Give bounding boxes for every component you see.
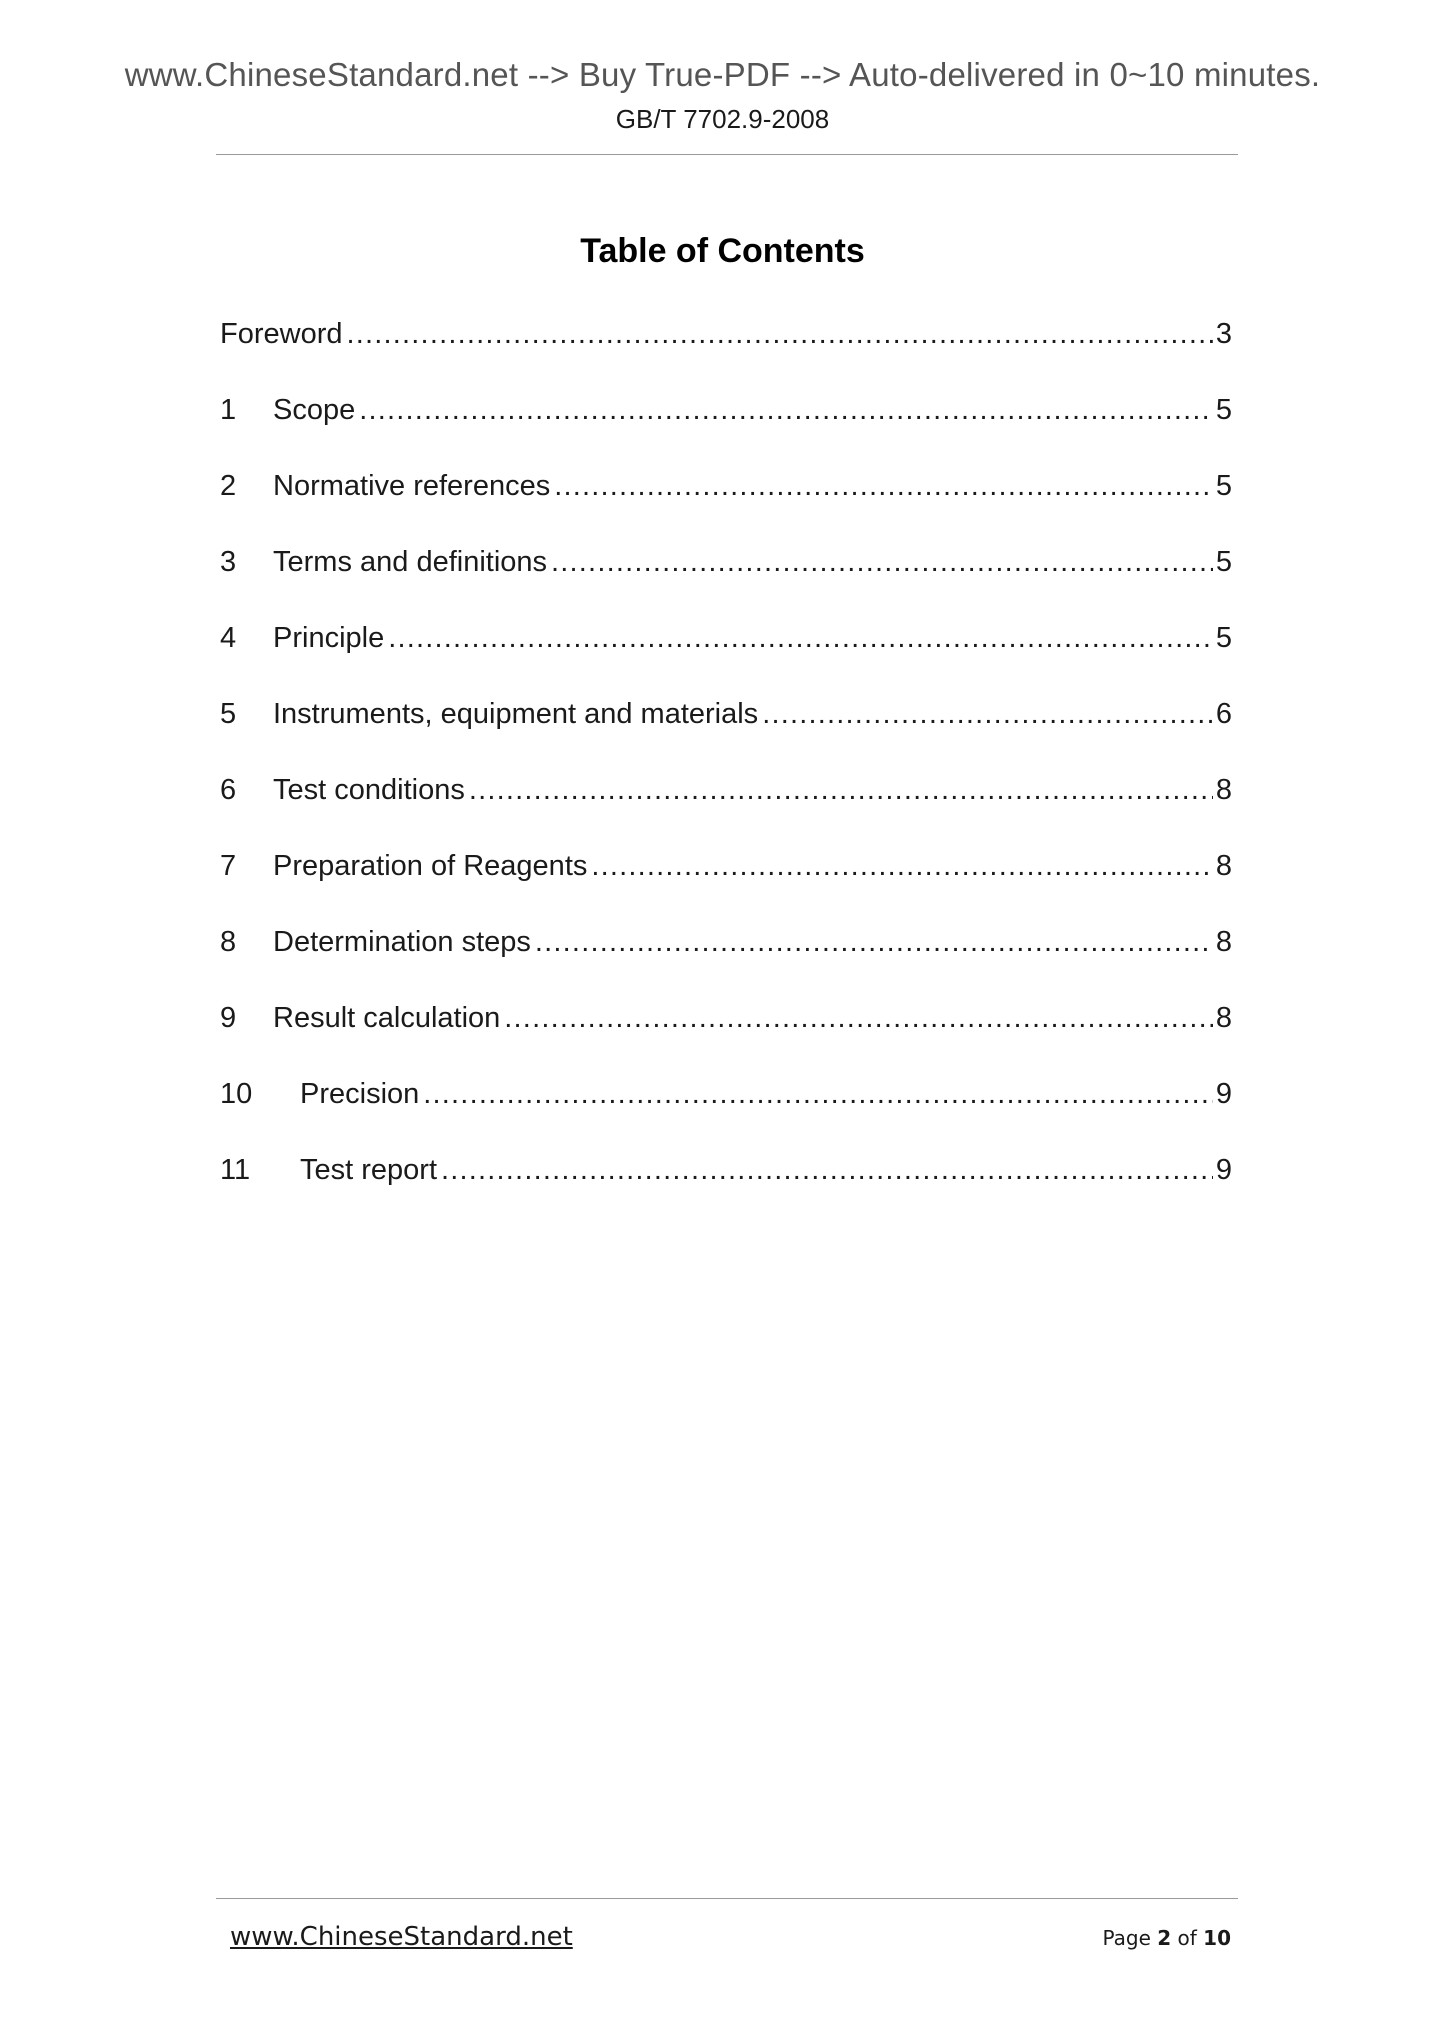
- toc-entry-preparation-of-reagents[interactable]: [220, 850, 1232, 926]
- toc-entry-page: 9: [1215, 1154, 1232, 1186]
- toc-entry-result-calculation[interactable]: [220, 1002, 1232, 1078]
- toc-entry-number: 8: [220, 926, 237, 958]
- toc-leader: [762, 698, 1213, 731]
- page-current: 2: [1157, 1926, 1172, 1950]
- toc-leader: [347, 318, 1213, 351]
- toc-entry-label: Terms and definitions: [273, 546, 548, 578]
- toc-leader: [469, 774, 1213, 807]
- toc-entry-label: Result calculation: [273, 1002, 501, 1034]
- toc-entry-number: 5: [220, 698, 237, 730]
- footer-divider: [216, 1898, 1238, 1899]
- toc-entry-determination-steps[interactable]: [220, 926, 1232, 1002]
- toc-leader: [591, 850, 1212, 883]
- toc-entry-number: 3: [220, 546, 237, 578]
- toc-leader: [504, 1002, 1213, 1035]
- header-divider: [216, 154, 1238, 155]
- page-sep: of: [1177, 1926, 1197, 1950]
- toc-entry-page: 8: [1215, 1002, 1232, 1034]
- toc-entry-number: 11: [220, 1154, 251, 1186]
- toc-entry-page: 6: [1215, 698, 1232, 730]
- page-total: 10: [1203, 1926, 1231, 1950]
- toc-entry-page: 3: [1215, 318, 1232, 350]
- toc-leader: [388, 622, 1213, 655]
- toc-entry-number: 6: [220, 774, 237, 806]
- toc-entry-number: 10: [220, 1078, 253, 1110]
- toc-entry-label: Precision: [300, 1078, 420, 1110]
- toc-list: [220, 318, 1232, 1230]
- page-indicator: [1102, 1926, 1231, 1950]
- toc-entry-page: 8: [1215, 850, 1232, 882]
- toc-leader: [441, 1154, 1213, 1187]
- toc-entry-page: 8: [1215, 774, 1232, 806]
- toc-entry-instruments[interactable]: [220, 698, 1232, 774]
- toc-entry-label: Test conditions: [273, 774, 465, 806]
- toc-entry-number: 2: [220, 470, 237, 502]
- toc-leader: [359, 394, 1213, 427]
- toc-entry-page: 5: [1215, 470, 1232, 502]
- toc-entry-label: Foreword: [220, 318, 343, 350]
- toc-title: Table of Contents: [580, 232, 865, 270]
- toc-entry-page: 5: [1215, 394, 1232, 426]
- toc-leader: [535, 926, 1213, 959]
- toc-entry-label: Scope: [273, 394, 356, 426]
- toc-entry-page: 5: [1215, 546, 1232, 578]
- toc-entry-test-report[interactable]: [220, 1154, 1232, 1230]
- toc-entry-number: 1: [220, 394, 237, 426]
- footer-site-link[interactable]: www.ChineseStandard.net: [230, 1922, 573, 1952]
- toc-entry-label: Determination steps: [273, 926, 531, 958]
- toc-entry-page: 8: [1215, 926, 1232, 958]
- toc-entry-normative-references[interactable]: [220, 470, 1232, 546]
- toc-entry-scope[interactable]: [220, 394, 1232, 470]
- toc-entry-precision[interactable]: [220, 1078, 1232, 1154]
- toc-entry-label: Principle: [273, 622, 385, 654]
- toc-leader: [551, 546, 1213, 579]
- toc-entry-test-conditions[interactable]: [220, 774, 1232, 850]
- toc-leader: [554, 470, 1213, 503]
- toc-entry-terms-and-definitions[interactable]: [220, 546, 1232, 622]
- toc-entry-number: 7: [220, 850, 237, 882]
- toc-leader: [423, 1078, 1213, 1111]
- toc-entry-number: 4: [220, 622, 237, 654]
- toc-entry-page: 9: [1215, 1078, 1232, 1110]
- document-code: GB/T 7702.9-2008: [615, 104, 830, 134]
- toc-entry-label: Preparation of Reagents: [273, 850, 588, 882]
- toc-entry-label: Normative references: [273, 470, 551, 502]
- toc-entry-foreword[interactable]: [220, 318, 1232, 394]
- toc-entry-page: 5: [1215, 622, 1232, 654]
- toc-entry-label: Test report: [300, 1154, 437, 1186]
- toc-entry-principle[interactable]: [220, 622, 1232, 698]
- site-banner: www.ChineseStandard.net --> Buy True-PDF --> Auto-delivered in 0~10 minutes.: [124, 56, 1321, 93]
- toc-entry-label: Instruments, equipment and materials: [273, 698, 759, 730]
- toc-entry-number: 9: [220, 1002, 237, 1034]
- page-prefix: Page: [1102, 1926, 1151, 1950]
